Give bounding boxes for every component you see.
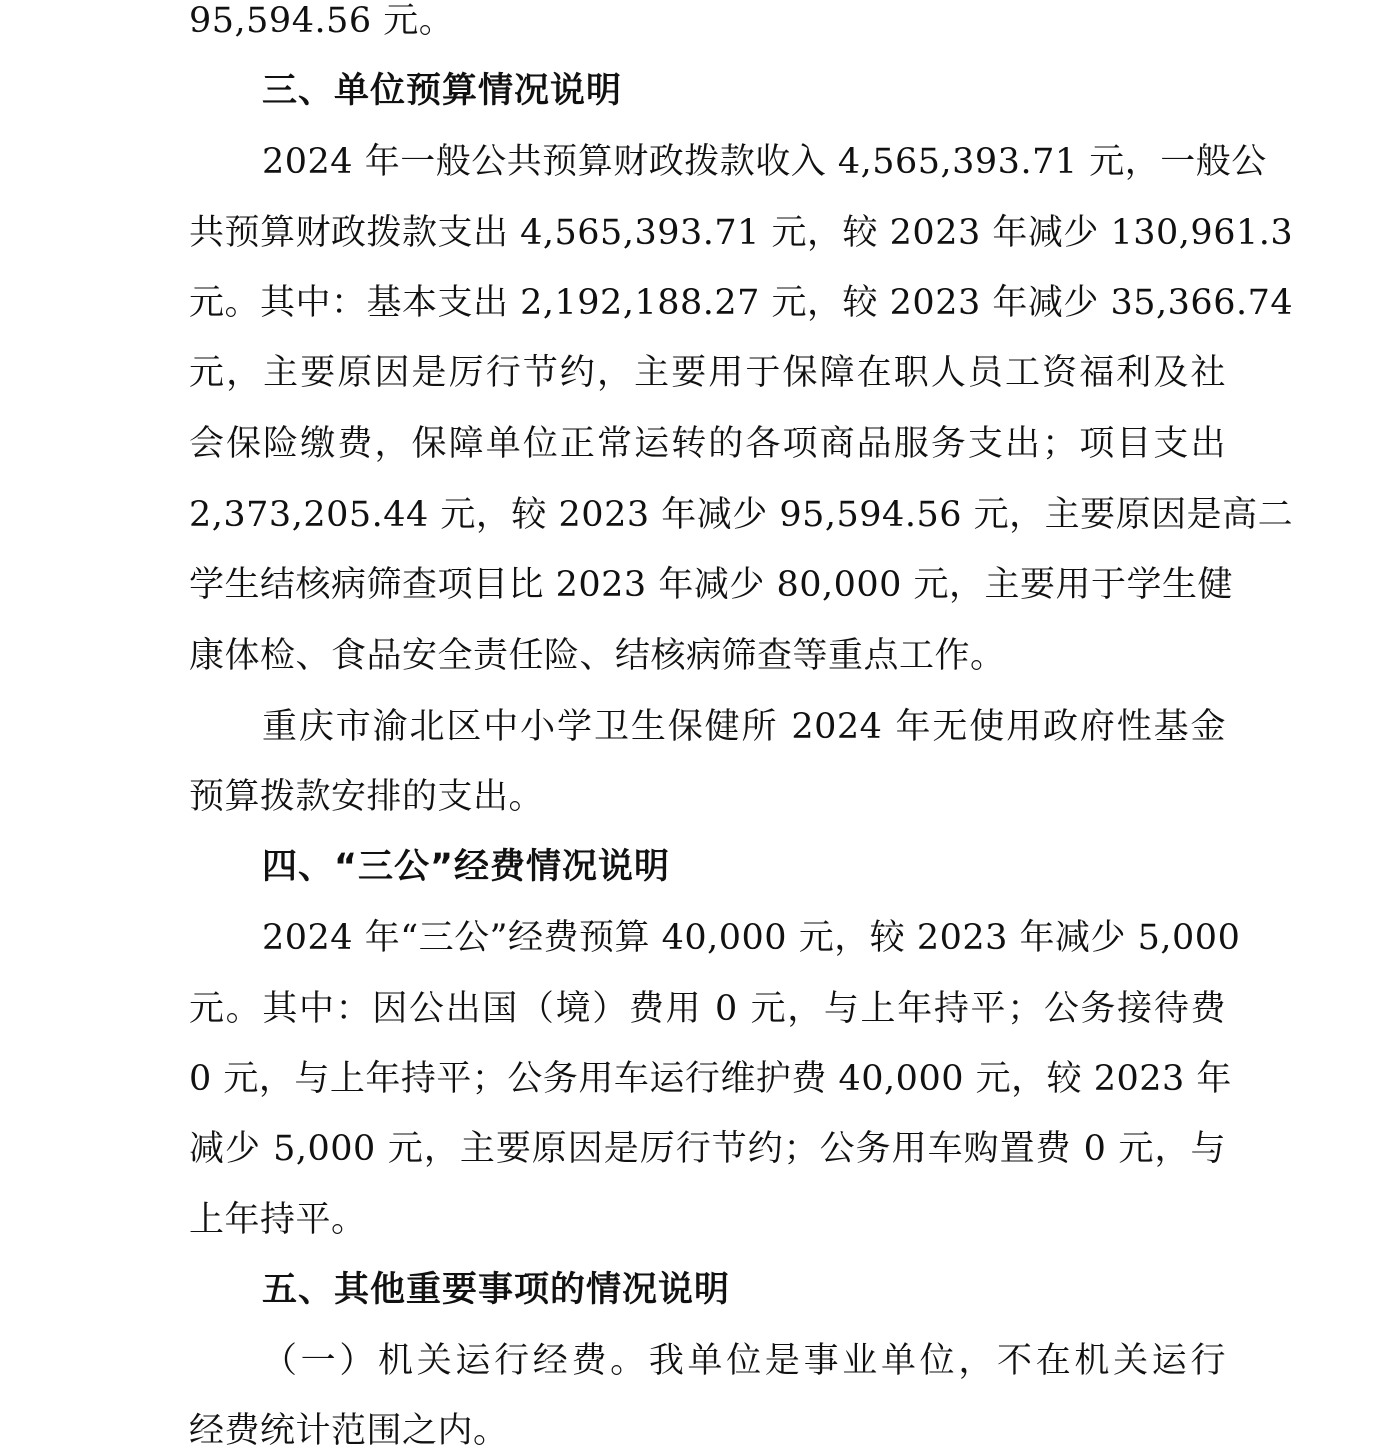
paragraph-line: 康体检、食品安全责任险、结核病筛查等重点工作。 [189,636,1006,676]
paragraph-line: 0 元，与上年持平；公务用车运行维护费 40,000 元，较 2023 年 [189,1059,1232,1099]
paragraph-line: 预算拨款安排的支出。 [189,777,545,817]
paragraph-line: 95,594.56 元。 [189,1,455,41]
section-heading: 四、“三公”经费情况说明 [262,847,671,887]
paragraph-line: 减少 5,000 元，主要原因是厉行节约；公务用车购置费 0 元，与 [189,1129,1226,1169]
paragraph-line: 元。其中：因公出国（境）费用 0 元，与上年持平；公务接待费 [189,989,1226,1029]
paragraph-line: 元。其中：基本支出 2,192,188.27 元，较 2023 年减少 35,366.74 [189,283,1294,323]
paragraph-line: 上年持平。 [189,1200,367,1240]
paragraph-line: 共预算财政拨款支出 4,565,393.71 元，较 2023 年减少 130,961.3 [189,213,1294,253]
paragraph-line: 2,373,205.44 元，较 2023 年减少 95,594.56 元，主要原因是高二 [189,495,1294,535]
paragraph-line: 2024 年一般公共预算财政拨款收入 4,565,393.71 元，一般公 [262,142,1267,182]
paragraph-line: 学生结核病筛查项目比 2023 年减少 80,000 元，主要用于学生健 [189,565,1234,605]
section-heading: 三、单位预算情况说明 [262,71,623,111]
paragraph-line: 2024 年“三公”经费预算 40,000 元，较 2023 年减少 5,000 [262,918,1241,958]
paragraph-line: 元，主要原因是厉行节约，主要用于保障在职人员工资福利及社 [189,353,1226,393]
paragraph-line: 经费统计范围之内。 [189,1411,509,1451]
paragraph-line: 会保险缴费，保障单位正常运转的各项商品服务支出；项目支出 [189,424,1226,464]
paragraph-line: （一）机关运行经费。我单位是事业单位，不在机关运行 [262,1341,1226,1381]
paragraph-line: 重庆市渝北区中小学卫生保健所 2024 年无使用政府性基金 [262,707,1226,747]
section-heading: 五、其他重要事项的情况说明 [262,1270,731,1310]
